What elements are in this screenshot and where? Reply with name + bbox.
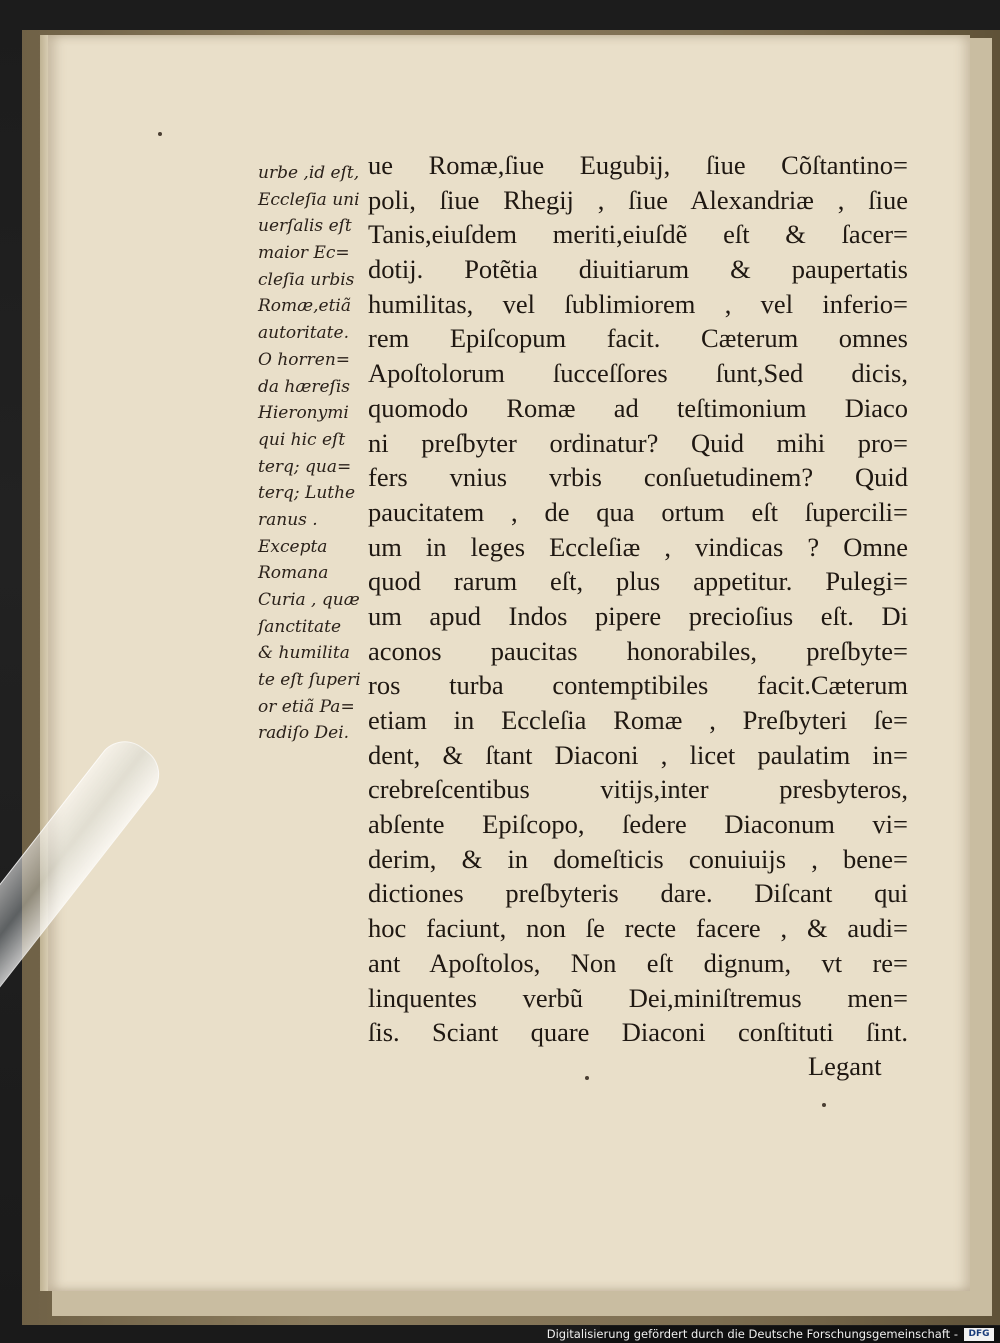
marginal-note-line: cleſia urbis [258, 269, 355, 290]
marginal-note-line: Curia , quæ [258, 590, 360, 610]
text-line: ue Romæ,ſiue Eugubij, ſiue Cõſtantino= [368, 150, 908, 180]
marginal-note-line: Eccleſia uni [258, 189, 360, 210]
text-line: Apoſtolorum ſucceſſores ſunt,Sed dicis, [368, 358, 908, 389]
ink-speck [158, 132, 162, 136]
text-line: quod rarum eſt, plus appetitur. Pulegi= [368, 566, 908, 597]
marginal-note-line: ranus . [258, 509, 318, 530]
marginal-note-line: or etiã Pa= [258, 696, 355, 717]
text-line: etiam in Eccleſia Romæ , Preſbyteri ſe= [368, 705, 908, 735]
marginal-note-line: Romana [258, 563, 329, 584]
text-line: derim, & in domeſticis conuiuijs , bene= [368, 843, 908, 874]
ink-speck [822, 1103, 826, 1107]
marginal-note-line: urbe ,id eſt, [258, 163, 360, 183]
text-line: dictiones preſbyteris dare. Diſcant qui [368, 878, 908, 909]
ink-speck [585, 1076, 589, 1080]
marginal-note-line: autoritate. [258, 323, 349, 344]
catchword: Legant [808, 1051, 882, 1081]
text-line: paucitatem , de qua ortum eſt ſupercili= [368, 496, 908, 527]
text-line: ſis. Sciant quare Diaconi conſtituti ſint. [368, 1017, 908, 1048]
text-line: linquentes verbũ Dei,miniſtremus men= [368, 982, 908, 1013]
marginal-note-line: & humilita [258, 643, 350, 664]
text-line: ros turba contemptibiles facit.Cæterum [368, 670, 908, 701]
text-line: rem Epiſcopum facit. Cæterum omnes [368, 323, 908, 354]
dfg-logo: DFG [964, 1328, 994, 1341]
text-line: poli, ſiue Rhegij , ſiue Alexandriæ , ſiue [368, 184, 908, 215]
marginal-note-line: O horren= [258, 349, 351, 370]
text-line: Tanis,eiuſdem meriti,eiuſdẽ eſt & ſacer= [368, 219, 908, 250]
text-line: crebreſcentibus vitijs,inter presbyteros, [368, 774, 908, 805]
marginal-note-line: terq; Luthe [258, 483, 356, 504]
marginal-note-line: Excepta [258, 536, 328, 557]
marginal-note-line: Hieronymi [258, 403, 349, 424]
marginal-note-line: maior Ec= [258, 243, 350, 264]
text-line: um in leges Eccleſiæ , vindicas ? Omne [368, 531, 908, 562]
text-line: dotij. Potẽtia diuitiarum & paupertatis [368, 254, 908, 285]
text-line: ni preſbyter ordinatur? Quid mihi pro= [368, 427, 908, 458]
text-line: dent, & ſtant Diaconi , licet paulatim in= [368, 739, 908, 770]
marginal-note-line: radiſo Dei. [258, 723, 350, 744]
footer-credit: Digitalisierung gefördert durch die Deutsche Forschungsgemeinschaft - [546, 1327, 958, 1341]
text-line: fers vnius vrbis conſuetudinem? Quid [368, 462, 908, 493]
marginal-note-line: Romæ,etiã [258, 296, 352, 317]
marginal-note [258, 160, 370, 747]
marginal-note-line: da hæreſis [258, 376, 350, 397]
marginal-note-line: terq; qua= [258, 456, 352, 477]
marginal-note-line: uerſalis eſt [258, 216, 352, 237]
text-line: hoc faciunt, non ſe recte facere , & audi= [368, 913, 908, 944]
text-line: quomodo Romæ ad teſtimonium Diaco [368, 392, 908, 423]
text-line: humilitas, vel ſublimiorem , vel inferio= [368, 288, 908, 319]
text-line: um apud Indos pipere precioſius eſt. Di [368, 600, 908, 631]
text-line: ant Apoſtolos, Non eſt dignum, vt re= [368, 947, 908, 978]
body-text [368, 148, 908, 1050]
text-line: aconos paucitas honorabiles, preſbyte= [368, 635, 908, 666]
marginal-note-line: qui hic eſt [258, 429, 346, 450]
marginal-note-line: ſanctitate [258, 616, 342, 637]
marginal-note-line: te eſt ſuperi [258, 670, 361, 691]
text-line: abſente Epiſcopo, ſedere Diaconum vi= [368, 809, 908, 840]
